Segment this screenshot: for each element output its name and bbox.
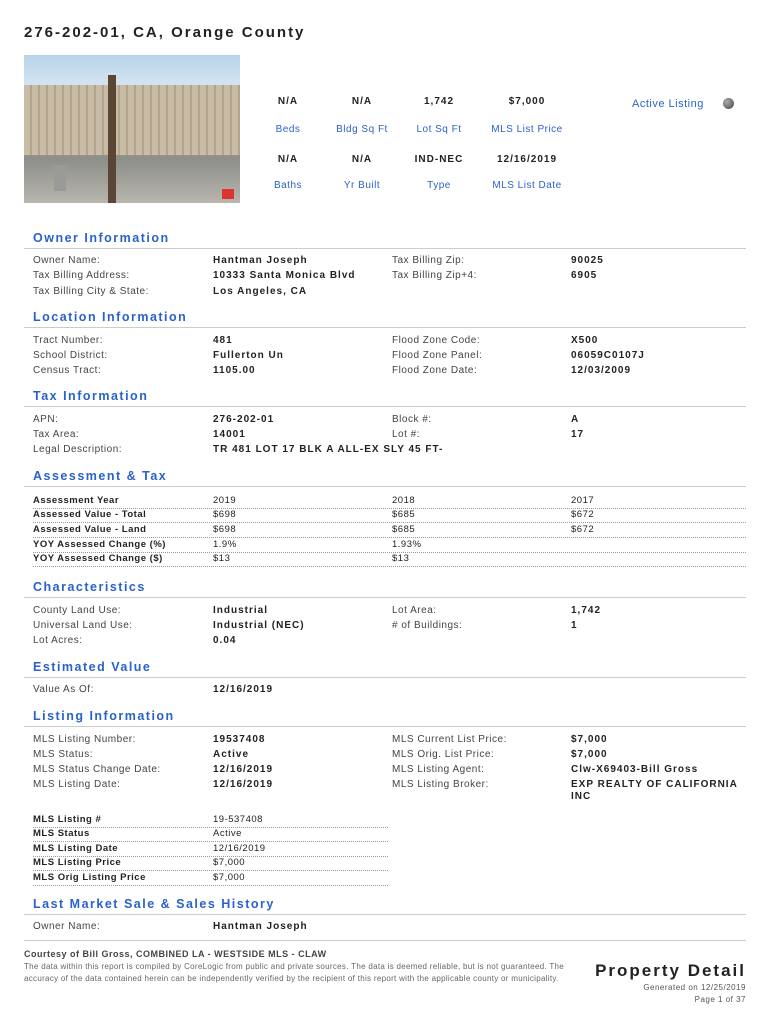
listing-value: INC: [571, 791, 592, 802]
table-row: [33, 508, 746, 523]
table-cell: 2019: [213, 495, 237, 506]
divider: [24, 327, 746, 328]
table-cell: $7,000: [213, 872, 246, 883]
summary-date-value: 12/16/2019: [496, 154, 558, 165]
generated-date: Generated on 12/25/2019: [643, 983, 746, 992]
listing-value: 12/16/2019: [213, 764, 274, 775]
location-value: 12/03/2009: [571, 365, 632, 376]
listing-value: $7,000: [571, 749, 608, 760]
location-value: 06059C0107J: [571, 350, 645, 361]
table-row: [33, 842, 388, 857]
summary-baths-value: N/A: [277, 154, 299, 165]
table-cell: $685: [392, 509, 416, 520]
table-cell: $698: [213, 524, 237, 535]
summary-lot-value: 1,742: [423, 96, 455, 107]
disclaimer-text: The data within this report is compiled by CoreLogic from public and private sources. The data is deemed reliable, but is not guaranteed. The accuracy of the data contained herein can be independently verified by the recipient of this report with the applicable county or municipality.: [24, 962, 565, 983]
characteristics-value: Industrial (NEC): [213, 620, 305, 631]
table-row: [33, 494, 746, 509]
table-cell: 2018: [392, 495, 416, 506]
summary-price-label: MLS List Price: [491, 124, 563, 135]
listing-label: MLS Current List Price:: [392, 734, 507, 745]
owner-value: 6905: [571, 270, 598, 281]
divider: [24, 597, 746, 598]
table-cell: YOY Assessed Change ($): [33, 553, 163, 564]
sale-value: Hantman Joseph: [213, 921, 308, 932]
location-label: Census Tract:: [33, 365, 102, 376]
summary-bldg-label: Bldg Sq Ft: [336, 124, 388, 135]
section-sale-heading: Last Market Sale & Sales History: [33, 897, 275, 911]
table-row: [33, 552, 746, 567]
table-row: [33, 538, 746, 553]
table-cell: MLS Listing Price: [33, 857, 122, 868]
divider: [24, 914, 746, 915]
characteristics-label: # of Buildings:: [392, 620, 463, 631]
divider: [24, 248, 746, 249]
owner-value: 10333 Santa Monica Blvd: [213, 270, 356, 281]
table-cell: Active: [213, 828, 242, 839]
divider: [24, 726, 746, 727]
tax-label: Legal Description:: [33, 444, 123, 455]
table-cell: $13: [392, 553, 410, 564]
owner-label: Tax Billing City & State:: [33, 286, 149, 297]
tax-label: Tax Area:: [33, 429, 80, 440]
section-listing-heading: Listing Information: [33, 709, 175, 723]
section-location-heading: Location Information: [33, 310, 188, 324]
table-cell: Assessed Value - Land: [33, 524, 147, 535]
listing-label: MLS Listing Date:: [33, 779, 121, 790]
table-cell: Assessment Year: [33, 495, 120, 506]
listing-value: EXP REALTY OF CALIFORNIA: [571, 779, 738, 790]
characteristics-label: County Land Use:: [33, 605, 122, 616]
table-cell: 2017: [571, 495, 595, 506]
page-number: Page 1 of 37: [694, 995, 746, 1004]
summary-baths-label: Baths: [273, 180, 303, 191]
courtesy-text: Courtesy of Bill Gross, COMBINED LA - WESTSIDE MLS - CLAW: [24, 949, 327, 959]
characteristics-value: 1: [571, 620, 578, 631]
owner-value: Los Angeles, CA: [213, 286, 308, 297]
summary-type-label: Type: [427, 180, 451, 191]
summary-date-label: MLS List Date: [492, 180, 562, 191]
location-label: Flood Zone Date:: [392, 365, 478, 376]
location-value: 481: [213, 335, 233, 346]
owner-label: Tax Billing Zip:: [392, 255, 465, 266]
estimated-label: Value As Of:: [33, 684, 94, 695]
tax-label: Lot #:: [392, 429, 421, 440]
listing-status: Active Listing: [632, 98, 704, 110]
summary-beds-label: Beds: [275, 124, 301, 135]
table-cell: 1.9%: [213, 539, 237, 550]
table-cell: $7,000: [213, 857, 246, 868]
divider: [24, 677, 746, 678]
sale-label: Owner Name:: [33, 921, 101, 932]
status-dot-icon: [723, 98, 734, 109]
section-assessment-heading: Assessment & Tax: [33, 469, 168, 483]
summary-price-value: $7,000: [508, 96, 546, 107]
estimated-value: 12/16/2019: [213, 684, 274, 695]
listing-label: MLS Status:: [33, 749, 93, 760]
owner-value: 90025: [571, 255, 604, 266]
table-cell: $672: [571, 509, 595, 520]
tax-value: TR 481 LOT 17 BLK A ALL-EX SLY 45 FT-: [213, 444, 444, 455]
tax-label: Block #:: [392, 414, 432, 425]
characteristics-label: Universal Land Use:: [33, 620, 133, 631]
summary-beds-value: N/A: [277, 96, 299, 107]
listing-value: Active: [213, 749, 250, 760]
listing-value: Clw-X69403-Bill Gross: [571, 764, 699, 775]
summary-type-value: IND-NEC: [414, 154, 464, 165]
table-cell: $672: [571, 524, 595, 535]
table-row: [33, 871, 388, 886]
divider: [24, 940, 746, 941]
characteristics-value: Industrial: [213, 605, 269, 616]
watermark-icon: [222, 189, 234, 199]
table-cell: 1.93%: [392, 539, 422, 550]
table-cell: $685: [392, 524, 416, 535]
tax-value: 276-202-01: [213, 414, 275, 425]
table-row: [33, 813, 388, 828]
table-cell: MLS Status: [33, 828, 90, 839]
listing-value: $7,000: [571, 734, 608, 745]
page-title: 276-202-01, CA, Orange County: [24, 24, 306, 41]
table-cell: MLS Listing #: [33, 814, 102, 825]
table-cell: MLS Listing Date: [33, 843, 119, 854]
table-cell: Assessed Value - Total: [33, 509, 147, 520]
table-cell: $698: [213, 509, 237, 520]
owner-label: Tax Billing Address:: [33, 270, 130, 281]
section-characteristics-heading: Characteristics: [33, 580, 146, 594]
property-photo: [24, 55, 240, 203]
summary-yr-label: Yr Built: [343, 180, 381, 191]
listing-value: 19537408: [213, 734, 266, 745]
tax-value: 14001: [213, 429, 246, 440]
table-cell: YOY Assessed Change (%): [33, 539, 166, 550]
summary-yr-value: N/A: [351, 154, 373, 165]
table-row: [33, 523, 746, 538]
summary-lot-label: Lot Sq Ft: [416, 124, 462, 135]
divider: [24, 406, 746, 407]
location-label: School District:: [33, 350, 108, 361]
location-value: 1105.00: [213, 365, 256, 376]
location-label: Flood Zone Code:: [392, 335, 481, 346]
location-label: Flood Zone Panel:: [392, 350, 483, 361]
report-name: Property Detail: [595, 961, 746, 980]
location-value: X500: [571, 335, 599, 346]
listing-label: MLS Listing Broker:: [392, 779, 489, 790]
tax-value: 17: [571, 429, 585, 440]
characteristics-value: 1,742: [571, 605, 602, 616]
summary-bldg-value: N/A: [351, 96, 373, 107]
listing-value: 12/16/2019: [213, 779, 274, 790]
characteristics-value: 0.04: [213, 635, 237, 646]
location-label: Tract Number:: [33, 335, 104, 346]
divider: [24, 486, 746, 487]
table-cell: MLS Orig Listing Price: [33, 872, 146, 883]
section-tax-heading: Tax Information: [33, 389, 149, 403]
listing-label: MLS Orig. List Price:: [392, 749, 495, 760]
tax-label: APN:: [33, 414, 59, 425]
listing-label: MLS Listing Agent:: [392, 764, 485, 775]
tax-value: A: [571, 414, 580, 425]
characteristics-label: Lot Acres:: [33, 635, 83, 646]
listing-label: MLS Status Change Date:: [33, 764, 161, 775]
characteristics-label: Lot Area:: [392, 605, 437, 616]
section-estimated-heading: Estimated Value: [33, 660, 152, 674]
owner-label: Tax Billing Zip+4:: [392, 270, 477, 281]
table-cell: 12/16/2019: [213, 843, 266, 854]
section-owner-heading: Owner Information: [33, 231, 170, 245]
table-row: [33, 827, 388, 842]
table-cell: 19-537408: [213, 814, 263, 825]
owner-label: Owner Name:: [33, 255, 101, 266]
listing-label: MLS Listing Number:: [33, 734, 136, 745]
location-value: Fullerton Un: [213, 350, 284, 361]
owner-value: Hantman Joseph: [213, 255, 308, 266]
table-row: [33, 856, 388, 871]
table-cell: $13: [213, 553, 231, 564]
